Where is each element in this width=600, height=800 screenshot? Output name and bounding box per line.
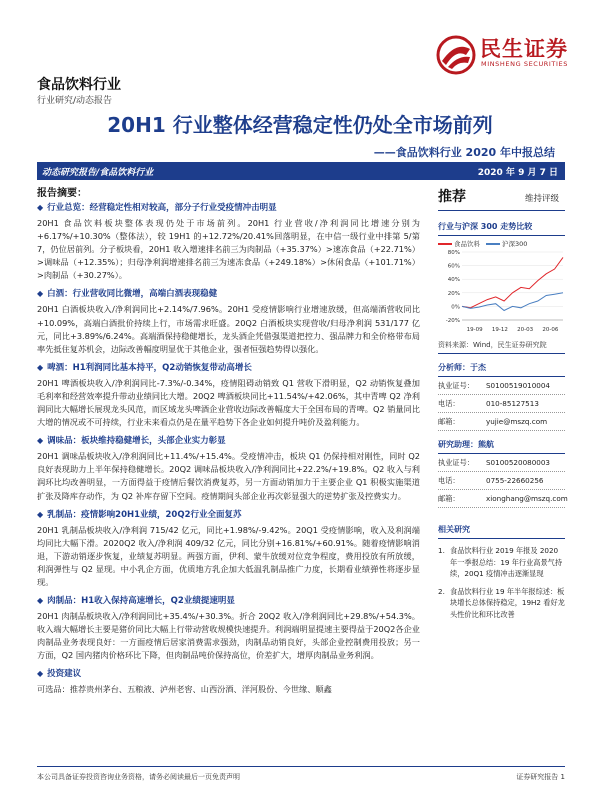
analyst-block: [438, 362, 568, 508]
info-value: S0100519010004: [486, 381, 551, 390]
section-text: 20H1 乳制品板块收入/净利润 715/42 亿元，同比+1.98%/-9.42%。20Q1 受疫情影响，收入及利润端均同比大幅下滑。2020Q2 收入/净利润 409/32 亿元，同比分别+16.81%/+60.91%。随着疫情影响消退，下游动销逐步恢复，业绩复苏明显。两强方面，伊利、蒙牛放缓对位竞争程度，费用投放有所放缓，利润弹性与 Q2 显现。中小乳企方面，优质地方乳企加大低温乳制品推广力度，长期看业绩弹性将逐步显现。: [37, 524, 420, 587]
x-tick-label: 19-09: [466, 327, 483, 333]
page-title: 20H1 行业整体经营稳定性仍处全市场前列: [107, 113, 493, 137]
bullet-icon: ◆: [37, 289, 44, 299]
sidebar: [438, 186, 568, 620]
info-key: 执业证号：: [438, 381, 474, 390]
section-heading: ◆ 行业总览：经营稳定性相对较高，部分子行业受疫情冲击明显: [37, 203, 277, 213]
footer-divider: [37, 766, 565, 767]
section-text: 20H1 调味品板块收入/净利润同比+11.4%/+15.4%。受疫情冲击，板块 Q1 仍保持相对刚性，同时 Q2 良好表现助力上半年保持稳健增长。20Q2 调味品板块收入/净利润同比+22.2%/+19.8%。Q2 收入与利润环比均改善明显，一方面得益于疫情后餐饮消费复苏，另一方面动销加力于主要企业 Q1 积极实施渠道扩张及降库存动作，为 Q2 补库存留下空间。疫情期间头部企业再次彰显强大的逆势扩张及控费实力。: [37, 451, 420, 501]
info-key: 邮箱：: [438, 494, 460, 503]
info-key: 执业证号：: [438, 458, 474, 467]
analyst-info-row: [438, 413, 565, 431]
y-tick-label: 80%: [447, 250, 460, 256]
logo-text-en: MINSHENG SECURITIES: [481, 60, 568, 68]
section-text: 20H1 肉制品板块收入/净利润同比+35.4%/+30.3%。折合 20Q2 收入/净利润同比+29.8%/+54.3%。收入端大幅增长主要是猪价同比大幅上行带动营收规模快速提升。利润端明显提速主要得益于20Q2各企业肉制品业务表现良好：一方面疫情后居家消费需求强劲，肉制品动销良好，头部企业控制费用投放；另一方面，Q2 国内猪肉价格环比下降，但肉制品吨价保持高位，价差扩大，增厚肉制品业务利润。: [37, 611, 420, 661]
section-heading: ◆ 啤酒：H1利润同比基本持平，Q2动销恢复带动高增长: [37, 362, 252, 373]
related-item[interactable]: 1. 食品饮料行业 2019 年报及 2020 年一季报总结：19 年行业高景气持续，20Q1 疫情冲击逐渐显现: [438, 546, 563, 578]
chart-source: 资料来源：Wind，民生证券研究院: [438, 340, 565, 354]
info-value[interactable]: yujie@mszq.com: [486, 417, 548, 426]
section-text: 20H1 白酒板块收入/净利润同比+2.14%/7.96%。20H1 受疫情影响行业增速放缓，但高端酒营收同比+10.09%，高端白酒批价持续上行，市场需求旺盛。20Q2 白酒板块实现营收/归母净利润 531/177 亿元，同比+3.89%/6.24%。高端酒保持稳健增长，龙头酒企凭借强渠道把控力、强品牌力和全价格带布局率先抵住复苏机会，边际改善幅度明显优于其他企业，强者恒强趋势得以强化。: [37, 304, 420, 354]
analyst-info-row: [438, 454, 565, 472]
industry-label: 食品饮料行业: [37, 77, 121, 93]
bullet-icon: ◆: [37, 362, 44, 372]
section-heading: ◆ 投资建议: [37, 669, 82, 680]
info-key: 电话：: [438, 476, 460, 485]
series-line-1: [462, 293, 563, 311]
related-list: [438, 545, 565, 620]
info-value: 0755-22660256: [486, 476, 544, 485]
chart-title: 行业与沪深 300 走势比较: [438, 221, 565, 236]
related-title: 相关研究: [438, 524, 565, 539]
info-key: 邮箱：: [438, 417, 460, 426]
analyst-title: 分析师：于杰: [438, 362, 565, 377]
info-value[interactable]: xionghang@mszq.com: [486, 494, 568, 503]
analyst-title: 研究助理：熊航: [438, 439, 565, 454]
header-bar-category: 动态研究报告/食品饮料行业: [42, 168, 154, 178]
rating: 推荐: [438, 189, 466, 205]
related-item[interactable]: 2. 食品饮料行业 19 年半年报综述：板块增长总体保持稳定，19H2 看好龙头性价比和环比改善: [438, 586, 565, 619]
info-key: 电话：: [438, 399, 460, 408]
y-tick-label: -20%: [445, 318, 460, 324]
page-subtitle: ——食品饮料行业 2020 年中报总结: [373, 146, 555, 159]
header-bar-date: 2020 年 9 月 7 日: [477, 168, 558, 178]
minsheng-logo-icon: [436, 35, 476, 75]
x-tick-label: 19-12: [491, 327, 508, 333]
section-text: 20H1 啤酒板块收入/净利润同比-7.3%/-0.34%，疫情阻碍动销致 Q1 营收下滑明显，Q2 动销恢复叠加毛利率和经营效率提升带动业绩同比大增。20Q2 啤酒板块同比+11.54%/+42.06%，其中青啤 Q2 净利润同比大幅增长展现龙头风范，而区域龙头啤酒企业营收边际改善幅度大于全国布局的青啤。Q2 销量同比大增的情况或不可持续，行业未来看点仍是在量平趋势下各企业如何提升吨价及盈利能力。: [37, 377, 420, 428]
summary-heading: 报告摘要：: [37, 188, 87, 199]
analyst-info-row: [438, 377, 565, 395]
x-tick-label: 20-03: [517, 327, 534, 333]
rating-note: 维持评级: [524, 194, 559, 204]
section-text: 可选品：推荐贵州茅台、五粮液、泸州老窖、山西汾酒、洋河股份、今世缘、顺鑫: [37, 684, 332, 695]
x-tick-label: 20-06: [542, 327, 559, 333]
series-line-0: [462, 257, 563, 307]
section-heading: ◆ 调味品：板块维持稳健增长，头部企业实力彰显: [37, 436, 226, 447]
section-text: 20H1 食品饮料板块整体表现仍处于市场前列。20H1 行业营收/净利润同比增速分别为+6.17%/+10.30%（整体法），较 19H1 的+12.72%/20.41%回落明显，在中信一级行业中排第 5/第 7，仍位居前列。分子板块看，20H1 收入增速排名前三为肉制品（+35.37%）>速冻食品（+22.71%）>调味品（+12.35%）；归母净利润增速排名前三为速冻食品（+249.18%）>休闲食品（+101.71%）>肉制品（+30.27%）。: [37, 218, 420, 281]
section-heading: ◆ 白酒：行业营收同比微增，高端白酒表现稳健: [37, 289, 218, 300]
analyst-info-row: [438, 395, 565, 413]
summary-body: [37, 198, 420, 697]
analyst-info-row: [438, 472, 565, 490]
y-tick-label: 0%: [451, 304, 460, 311]
section-heading: ◆ 乳制品：疫情影响20H1业绩，20Q2行业全面复苏: [37, 509, 242, 520]
bullet-icon: ◆: [37, 203, 44, 212]
rating-row: [438, 186, 565, 211]
bullet-icon: ◆: [37, 509, 44, 519]
logo-text-cn: 民生证券: [480, 37, 568, 61]
y-tick-label: 60%: [447, 263, 460, 270]
analyst-info-row: [438, 490, 568, 508]
info-value: S0100520080003: [486, 458, 551, 467]
legend-item-food: 食品饮料: [438, 239, 480, 248]
trend-chart: [438, 248, 565, 334]
y-tick-label: 40%: [447, 277, 460, 284]
bullet-icon: ◆: [37, 596, 44, 606]
footer-disclaimer: 本公司具备证券投资咨询业务资格，请务必阅读最后一页免责声明: [37, 773, 240, 781]
info-value: 010-85127513: [486, 399, 539, 408]
footer-page: 证券研究报告 1: [516, 773, 565, 781]
section-heading: ◆ 肉制品：H1收入保持高速增长，Q2业绩提速明显: [37, 596, 235, 607]
bullet-icon: ◆: [37, 436, 44, 446]
report-type: 行业研究/动态报告: [37, 96, 113, 106]
chart-legend: [438, 239, 565, 248]
bullet-icon: ◆: [37, 669, 44, 679]
y-tick-label: 20%: [447, 290, 460, 297]
legend-item-hs300: 沪深300: [486, 239, 527, 248]
